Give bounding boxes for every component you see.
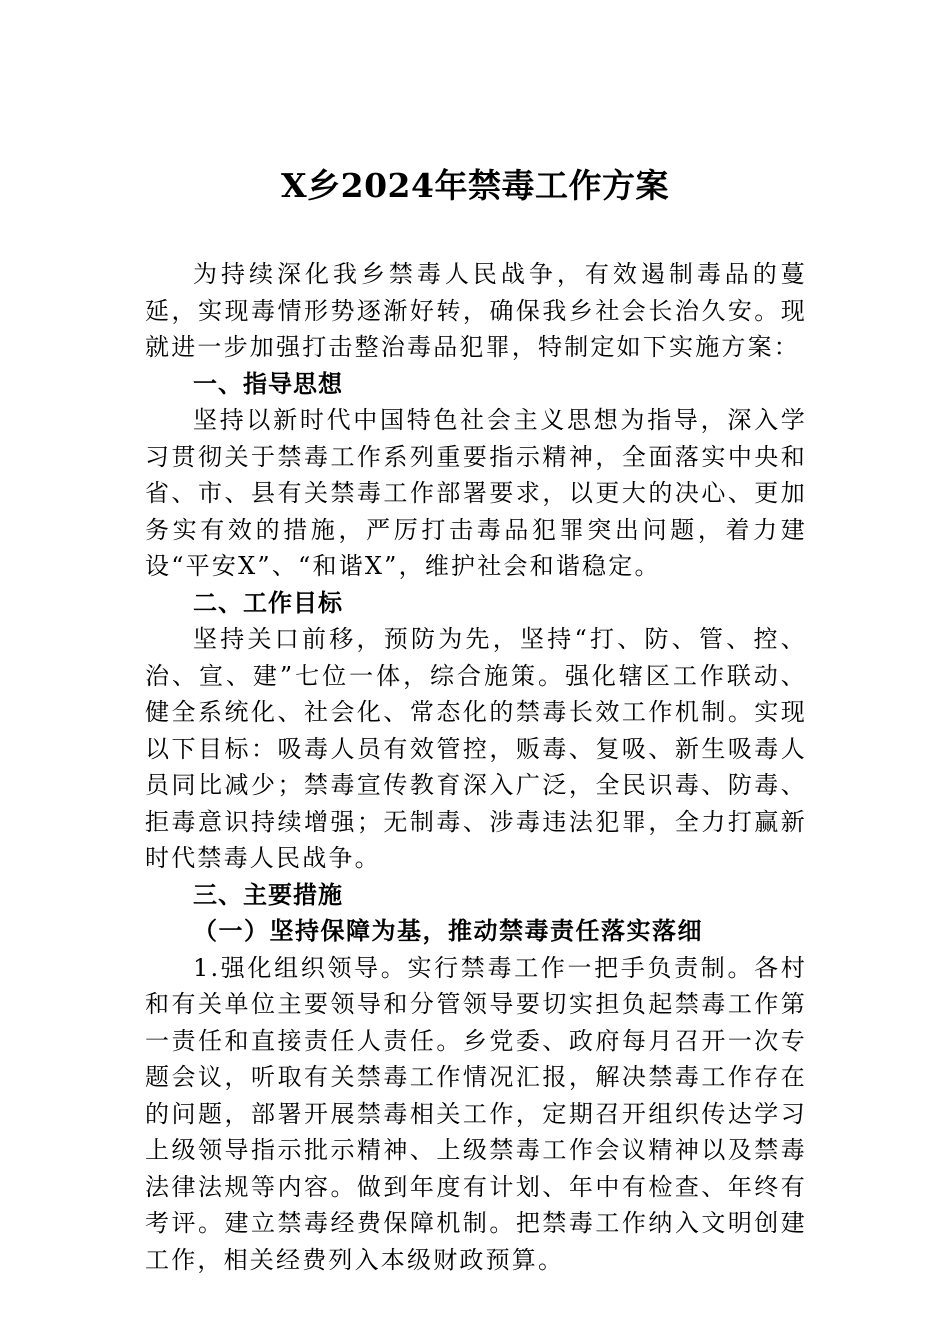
intro-paragraph: 为持续深化我乡禁毒人民战争，有效遏制毒品的蔓延，实现毒情形势逐渐好转，确保我乡社会长治久安。现就进一步加强打击整治毒品犯罪，特制定如下实施方案： [145, 260, 807, 361]
section-heading-work-goals: 二、工作目标 [193, 588, 343, 617]
document-title: X乡2024年禁毒工作方案 [281, 166, 669, 205]
work-goals-paragraph: 坚持关口前移，预防为先，坚持“打、防、管、控、治、宣、建”七位一体，综合施策。强化辖区工作联动、健全系统化、社会化、常态化的禁毒长效工作机制。实现以下目标：吸毒人员有效管控，贩毒、复吸、新生吸毒人员同比减少；禁毒宣传教育深入广泛，全民识毒、防毒、拒毒意识持续增强；无制毒、涉毒违法犯罪，全力打赢新时代禁毒人民战争。 [145, 625, 807, 872]
section-heading-main-measures: 三、主要措施 [193, 880, 343, 909]
guiding-ideology-paragraph: 坚持以新时代中国特色社会主义思想为指导，深入学习贯彻关于禁毒工作系列重要指示精神，全面落实中央和省、市、县有关禁毒工作部署要求，以更大的决心、更加务实有效的措施，严厉打击毒品犯罪突出问题，着力建设“平安X”、“和谐X”，维护社会和谐稳定。 [145, 406, 807, 580]
document-body [145, 256, 807, 1278]
subsection-heading-responsibility: （一）坚持保障为基，推动禁毒责任落实落细 [193, 916, 703, 945]
section-heading-guiding-ideology: 一、指导思想 [193, 369, 343, 398]
measure-item-organization-leadership: 1.强化组织领导。实行禁毒工作一把手负责制。各村和有关单位主要领导和分管领导要切实担负起禁毒工作第一责任和直接责任人责任。乡党委、政府每月召开一次专题会议，听取有关禁毒工作情况汇报，解决禁毒工作存在的问题，部署开展禁毒相关工作，定期召开组织传达学习上级领导指示批示精神、上级禁毒工作会议精神以及禁毒法律法规等内容。做到年度有计划、年中有检查、年终有考评。建立禁毒经费保障机制。把禁毒工作纳入文明创建工作，相关经费列入本级财政预算。 [145, 953, 807, 1274]
